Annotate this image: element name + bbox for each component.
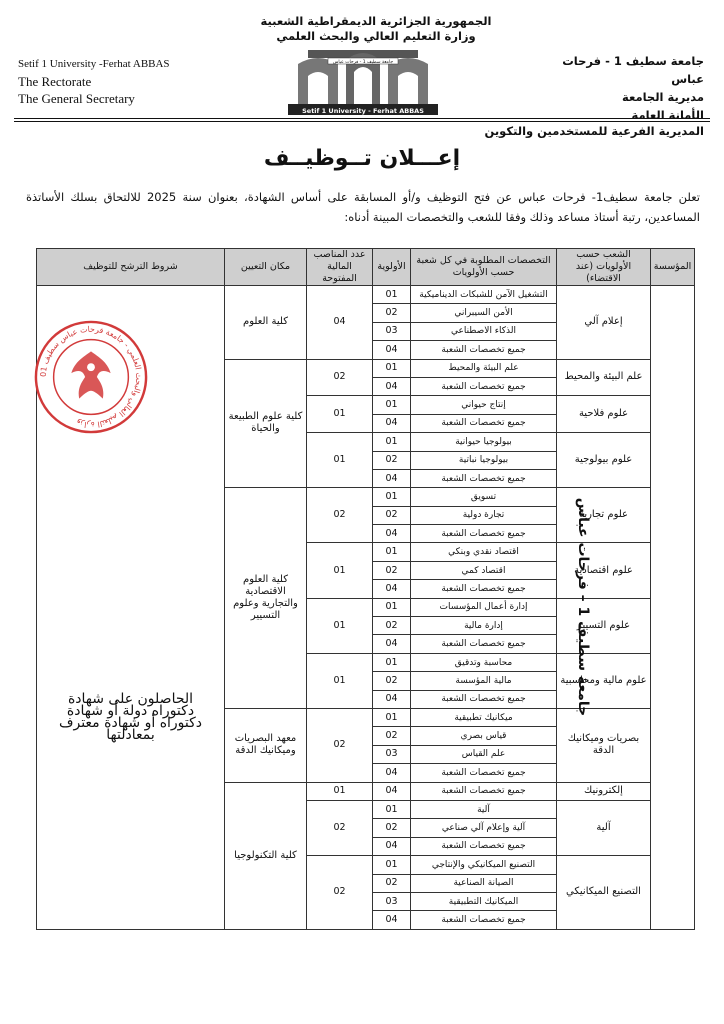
priority-cell: 02 <box>373 874 411 892</box>
positions-cell: 01 <box>307 433 373 488</box>
announcement-title: إعـــلان تــوظيــف <box>263 146 461 171</box>
priority-cell: 02 <box>373 304 411 322</box>
branch-cell: علوم اقتصادية <box>557 543 651 598</box>
priority-cell: 04 <box>373 764 411 782</box>
branch-cell: علوم فلاحية <box>557 396 651 433</box>
priority-cell: 04 <box>373 635 411 653</box>
priority-cell: 01 <box>373 433 411 451</box>
priority-cell: 01 <box>373 598 411 616</box>
specialty-cell: الأمن السيبراني <box>411 304 557 322</box>
priority-cell: 02 <box>373 819 411 837</box>
specialty-cell: تسويق <box>411 488 557 506</box>
specialty-cell: التشغيل الآمن للشبكات الديناميكية <box>411 286 557 304</box>
positions-cell: 01 <box>307 782 373 800</box>
priority-cell: 01 <box>373 396 411 414</box>
specialty-cell: جميع تخصصات الشعبة <box>411 580 557 598</box>
eagle-emblem-icon <box>71 351 110 398</box>
priority-cell: 02 <box>373 561 411 579</box>
header-placement: مكان التعيين <box>225 249 307 286</box>
priority-cell: 04 <box>373 690 411 708</box>
specialty-cell: جميع تخصصات الشعبة <box>411 414 557 432</box>
priority-cell: 02 <box>373 451 411 469</box>
priority-cell: 04 <box>373 782 411 800</box>
positions-cell: 02 <box>307 708 373 782</box>
header-branch: الشعب حسب الأولويات (عند الاقتضاء) <box>557 249 651 286</box>
positions-cell: 04 <box>307 286 373 360</box>
specialty-cell: الميكانيك التطبيقية <box>411 892 557 910</box>
header-specialty: التخصصات المطلوبة في كل شعبة حسب الأولويات <box>411 249 557 286</box>
positions-cell: 01 <box>307 396 373 433</box>
specialty-cell: قياس بصري <box>411 727 557 745</box>
header-arabic <box>246 14 506 44</box>
table-header-row <box>37 249 695 286</box>
positions-cell: 02 <box>307 800 373 855</box>
priority-cell: 04 <box>373 341 411 359</box>
specialty-cell: تجارة دولية <box>411 506 557 524</box>
logo-caption: Setif 1 University - Ferhat ABBAS <box>302 107 424 115</box>
branch-cell: علوم تجارية <box>557 488 651 543</box>
specialty-cell: آلية وإعلام آلي صناعي <box>411 819 557 837</box>
priority-cell: 01 <box>373 653 411 671</box>
specialty-cell: التصنيع الميكانيكي والإنتاجي <box>411 856 557 874</box>
header-positions: عدد المناصب المالية المفتوحة <box>307 249 373 286</box>
sub-direction: المديرية الفرعية للمستخدمين والتكوين <box>484 124 704 138</box>
specialty-cell: آلية <box>411 800 557 818</box>
placement-cell: كلية العلوم الاقتصادية والتجارية وعلوم التسيير <box>225 488 307 709</box>
priority-cell: 04 <box>373 377 411 395</box>
specialty-cell: الذكاء الاصطناعي <box>411 322 557 340</box>
specialty-cell: بيولوجيا حيوانية <box>411 433 557 451</box>
priority-cell: 04 <box>373 837 411 855</box>
specialty-cell: جميع تخصصات الشعبة <box>411 690 557 708</box>
specialty-cell: جميع تخصصات الشعبة <box>411 911 557 929</box>
branch-cell: إعلام آلي <box>557 286 651 360</box>
priority-cell: 02 <box>373 727 411 745</box>
positions-cell: 01 <box>307 653 373 708</box>
university-en: Setif 1 University -Ferhat ABBAS <box>18 58 170 70</box>
logo-arabic: جامعة سطيف 1 - فرحات عباس <box>332 60 394 65</box>
specialty-cell: إدارة أعمال المؤسسات <box>411 598 557 616</box>
header-right <box>534 52 704 124</box>
priority-cell: 03 <box>373 322 411 340</box>
secretary-en: The General Secretary <box>18 91 135 106</box>
branch-cell: آلية <box>557 800 651 855</box>
priority-cell: 04 <box>373 911 411 929</box>
specialty-cell: بيولوجيا نباتية <box>411 451 557 469</box>
priority-cell: 04 <box>373 469 411 487</box>
ministry-name: وزارة التعليم العالي والبحث العلمي <box>276 29 476 43</box>
placement-cell: كلية العلوم <box>225 286 307 360</box>
priority-cell: 01 <box>373 800 411 818</box>
branch-cell: علوم التسيير <box>557 598 651 653</box>
conditions-text: الحاصلون على شهادة دكتوراه دولة أو شهادة دكتوراه أو شهادة معترف بمعادلتها <box>58 691 203 744</box>
priority-cell: 01 <box>373 488 411 506</box>
header-conditions: شروط الترشح للتوظيف <box>37 249 225 286</box>
priority-cell: 04 <box>373 580 411 598</box>
placement-cell: كلية التكنولوجيا <box>225 782 307 929</box>
specialty-cell: ميكانيك تطبيقية <box>411 708 557 726</box>
positions-cell: 01 <box>307 543 373 598</box>
specialty-cell: محاسبة وتدقيق <box>411 653 557 671</box>
stamp-text: وزارة التعليم العالي والبحث العلمي - جامعة فرحات عباس سطيف 01 <box>38 324 144 430</box>
header-institution: المؤسسة <box>651 249 695 286</box>
specialty-cell: جميع تخصصات الشعبة <box>411 782 557 800</box>
directorate-ar: مديرية الجامعة <box>622 90 704 104</box>
branch-cell: علم البيئة والمحيط <box>557 359 651 396</box>
priority-cell: 01 <box>373 359 411 377</box>
specialty-cell: جميع تخصصات الشعبة <box>411 377 557 395</box>
priority-cell: 01 <box>373 856 411 874</box>
priority-cell: 01 <box>373 543 411 561</box>
positions-cell: 02 <box>307 856 373 930</box>
specialty-cell: الصيانة الصناعية <box>411 874 557 892</box>
university-logo <box>268 44 458 116</box>
specialty-cell: جميع تخصصات الشعبة <box>411 525 557 543</box>
specialty-cell: اقتصاد نقدي وبنكي <box>411 543 557 561</box>
table-row <box>37 286 695 304</box>
specialty-cell: جميع تخصصات الشعبة <box>411 341 557 359</box>
priority-cell: 02 <box>373 506 411 524</box>
priority-cell: 04 <box>373 414 411 432</box>
specialty-cell: مالية المؤسسة <box>411 672 557 690</box>
branch-cell: بصريات وميكانيك الدقة <box>557 708 651 782</box>
rectorate-en: The Rectorate <box>18 74 92 89</box>
announcement-intro: تعلن جامعة سطيف1- فرحات عباس عن فتح التوظيف و/أو المسابقة على أساس الشهادة، بعنوان سنة 2025 للالتحاق بسلك الأساتذة المساعدين، رتبة أستاذ مساعد وذلك وفقا للشعب والتخصصات المبينة أدناه: <box>26 190 700 224</box>
branch-cell: التصنيع الميكانيكي <box>557 856 651 930</box>
priority-cell: 03 <box>373 892 411 910</box>
official-stamp <box>32 318 150 436</box>
placement-cell: معهد البصريات وميكانيك الدقة <box>225 708 307 782</box>
university-ar: جامعة سطيف 1 - فرحات عباس <box>562 54 704 86</box>
positions-cell: 02 <box>307 359 373 396</box>
priority-cell: 02 <box>373 617 411 635</box>
specialty-cell: إدارة مالية <box>411 617 557 635</box>
placement-cell: كلية علوم الطبيعة والحياة <box>225 359 307 488</box>
priority-cell: 04 <box>373 525 411 543</box>
specialty-cell: جميع تخصصات الشعبة <box>411 635 557 653</box>
priority-cell: 01 <box>373 286 411 304</box>
positions-cell: 02 <box>307 488 373 543</box>
specialty-cell: اقتصاد كمي <box>411 561 557 579</box>
header-left <box>18 56 170 107</box>
priority-cell: 03 <box>373 745 411 763</box>
specialty-cell: جميع تخصصات الشعبة <box>411 837 557 855</box>
header-priority: الأولوية <box>373 249 411 286</box>
branch-cell: علوم مالية ومحاسبية <box>557 653 651 708</box>
header-rule <box>14 118 710 119</box>
priority-cell: 01 <box>373 708 411 726</box>
republic-name: الجمهورية الجزائرية الديمقراطية الشعبية <box>260 14 492 28</box>
positions-cell: 01 <box>307 598 373 653</box>
institution-name: جامعة سطيف 1 – فرحات عباس <box>574 498 591 717</box>
specialty-cell: إنتاج حيواني <box>411 396 557 414</box>
branch-cell: إلكترونيك <box>557 782 651 800</box>
specialty-cell: جميع تخصصات الشعبة <box>411 764 557 782</box>
priority-cell: 02 <box>373 672 411 690</box>
specialty-cell: علم القياس <box>411 745 557 763</box>
secretariat-ar: الأمانة العامة <box>631 108 704 122</box>
specialty-cell: علم البيئة والمحيط <box>411 359 557 377</box>
specialty-cell: جميع تخصصات الشعبة <box>411 469 557 487</box>
header-rule-thin <box>14 121 710 122</box>
branch-cell: علوم بيولوجية <box>557 433 651 488</box>
